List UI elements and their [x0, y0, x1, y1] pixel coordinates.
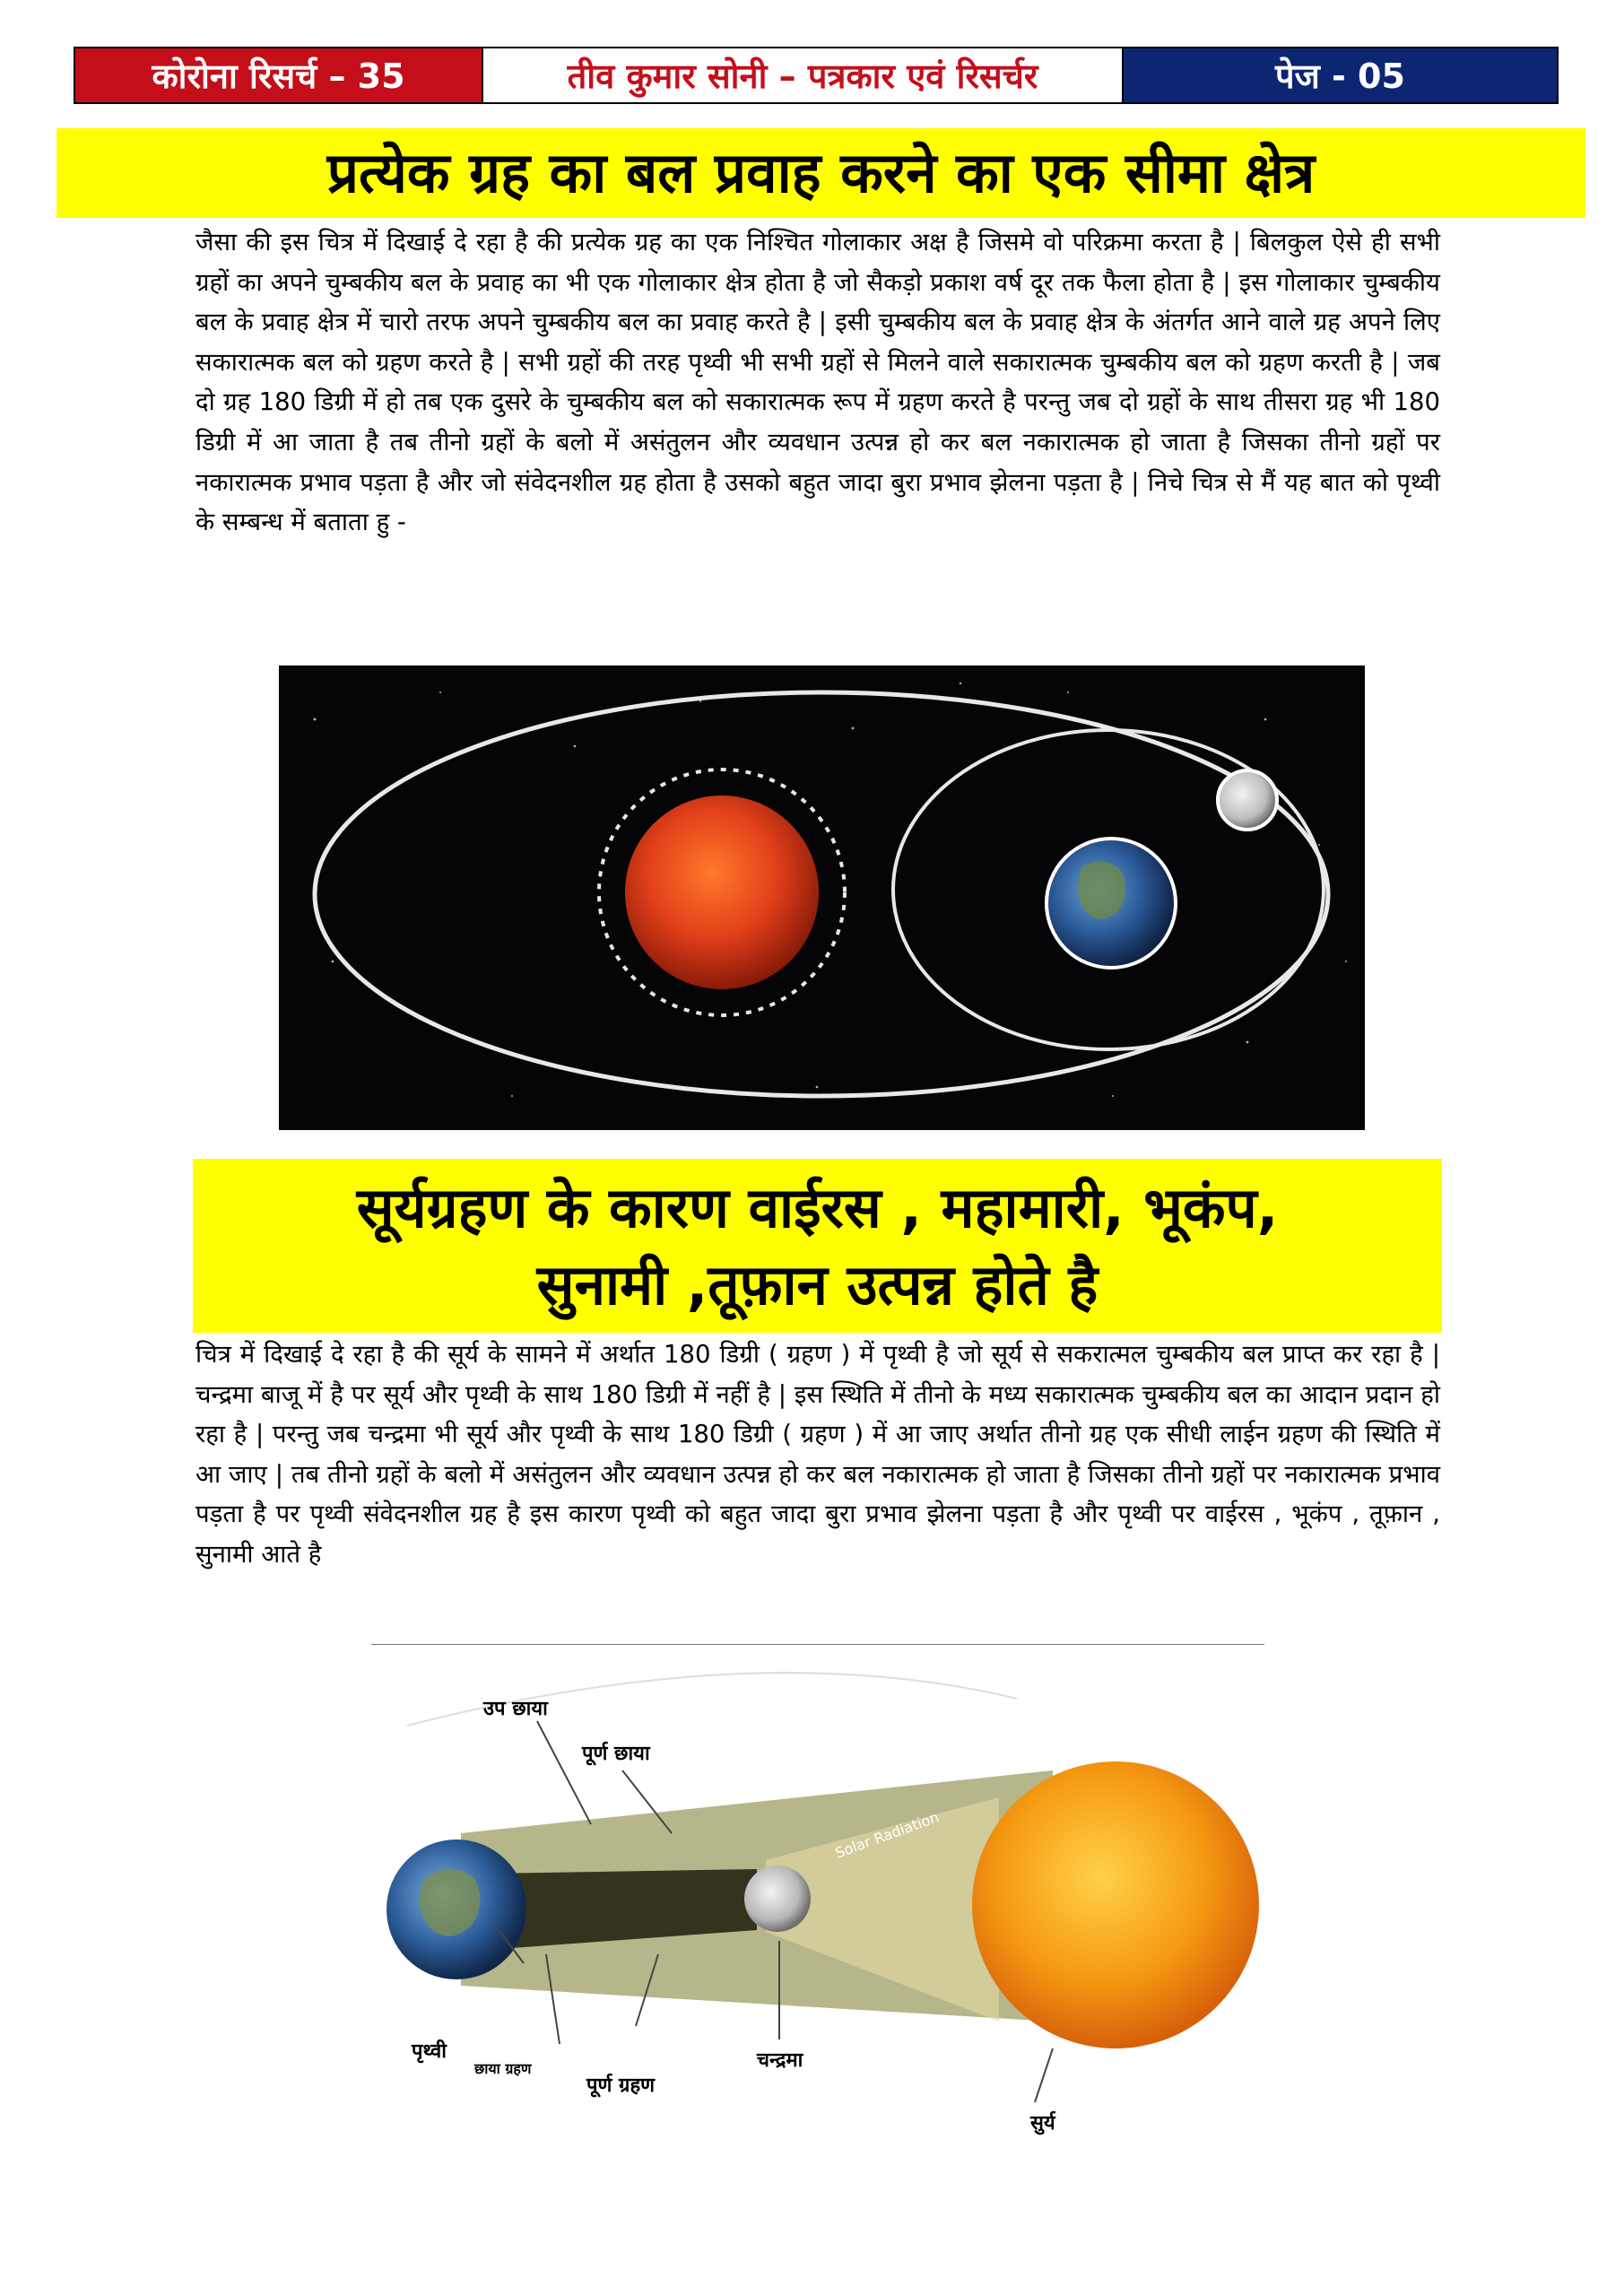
section1-heading: प्रत्येक ग्रह का बल प्रवाह करने का एक सीमा क्षेत्र — [56, 128, 1585, 218]
label-penumbra: उप छाया — [483, 1698, 548, 1720]
author-label: तीव कुमार सोनी – पत्रकार एवं रिसर्चर — [483, 48, 1124, 102]
label-earth: पृथ्वी — [412, 2040, 447, 2063]
label-moon: चन्द्रमा — [757, 2049, 803, 2072]
section2-paragraph: चित्र में दिखाई दे रहा है की सूर्य के सामने में अर्थात 180 डिग्री ( ग्रहण ) में पृथ्वी है जो सूर्य से सकरात्मल चुम्बकीय बल प्राप्त कर रहा है | चन्द्रमा बाजू में है पर सूर्य और पृथ्वी के साथ 180 डिग्री में नहीं है | इस स्थिति में तीनो के मध्य सकारात्मक चुम्बकीय बल का आदान प्रदान हो रहा है | परन्तु जब चन्द्रमा भी सूर्य और पृथ्वी के साथ 180 डिग्री ( ग्रहण ) में आ जाए अर्थात तीनो ग्रह एक सीधी लाईन ग्रहण की स्थिति में आ जाए | तब तीनो ग्रहों के बलो में असंतुलन और व्यवधान उत्पन्न हो कर बल नकारात्मक हो जाता है जिसका तीनो ग्रहों पर नकारात्मक प्रभाव पड़ता है पर पृथ्वी संवेदनशील ग्रह है इस कारण पृथ्वी को बहुत जादा बुरा प्रभाव झेलना पड़ता है और पृथ्वी पर वाईरस , भूकंप , तूफ़ान , सुनामी आते है — [195, 1340, 1440, 1569]
page-number: पेज - 05 — [1124, 48, 1557, 102]
section2-heading-line2: सुनामी ,तूफ़ान उत्पन्न होते है — [536, 1252, 1099, 1318]
earth-land — [1078, 862, 1125, 919]
eclipse-svg — [371, 1645, 1264, 2208]
section1-paragraph: जैसा की इस चित्र में दिखाई दे रहा है की प्रत्येक ग्रह का एक निश्चित गोलाकार अक्ष है जिसमे वो परिक्रमा करता है | बिलकुल ऐसे ही सभी ग्रहों का अपने चुम्बकीय बल के प्रवाह का भी एक गोलाकार क्षेत्र होता है जो सैकड़ो प्रकाश वर्ष दूर तक फैला होता है | इस गोलाकार चुम्बकीय बल के प्रवाह क्षेत्र में चारो तरफ अपने चुम्बकीय बल का प्रवाह करते है | इसी चुम्बकीय बल के प्रवाह क्षेत्र के अंतर्गत आने वाले ग्रह अपने लिए सकारात्मक बल को ग्रहण करते है | सभी ग्रहों की तरह पृथ्वी भी सभी ग्रहों से मिलने वाले सकारात्मक चुम्बकीय बल को ग्रहण करती है | जब दो ग्रह 180 डिग्री में हो तब एक दुसरे के चुम्बकीय बल को सकारात्मक रूप में ग्रहण करते है परन्तु जब दो ग्रहों के साथ तीसरा ग्रह भी 180 डिग्री में आ जाता है तब तीनो ग्रहों के बलो में असंतुलन और व्यवधान उत्पन्न हो कर बल नकारात्मक हो जाता है जिसका तीनो ग्रहों पर नकारात्मक प्रभाव पड़ता है और जो संवेदनशील ग्रह होता है उसको बहुत जादा बुरा प्रभाव झेलना पड़ता है | निचे चित्र से मैं यह बात को पृथ्वी के सम्बन्ध में बताता हु - — [195, 228, 1440, 537]
label-sun: सुर्य — [1030, 2112, 1055, 2135]
label-total-eclipse: पूर्ण ग्रहण — [586, 2074, 656, 2097]
orbit-illustration — [279, 665, 1365, 1130]
orbit-svg — [279, 665, 1365, 1130]
stars — [314, 683, 1348, 1097]
section2-heading — [193, 1159, 1442, 1333]
sun — [625, 796, 819, 989]
eclipse-diagram — [371, 1644, 1264, 2208]
moon — [1218, 770, 1277, 830]
series-label: कोरोना रिसर्च – 35 — [75, 48, 483, 102]
page-header-bar — [74, 47, 1559, 104]
section2-heading-line1: सूर्यग्रहण के कारण वाईरस , महामारी, भूकंप, — [356, 1175, 1279, 1240]
sun-diagram — [972, 1761, 1259, 2048]
label-shadow-eclipse: छाया ग्रहण — [474, 2060, 532, 2077]
moon-diagram — [744, 1866, 811, 1932]
label-umbra: पूर्ण छाया — [582, 1743, 650, 1765]
label-solar-radiation: Solar Radiation — [832, 1808, 942, 1862]
